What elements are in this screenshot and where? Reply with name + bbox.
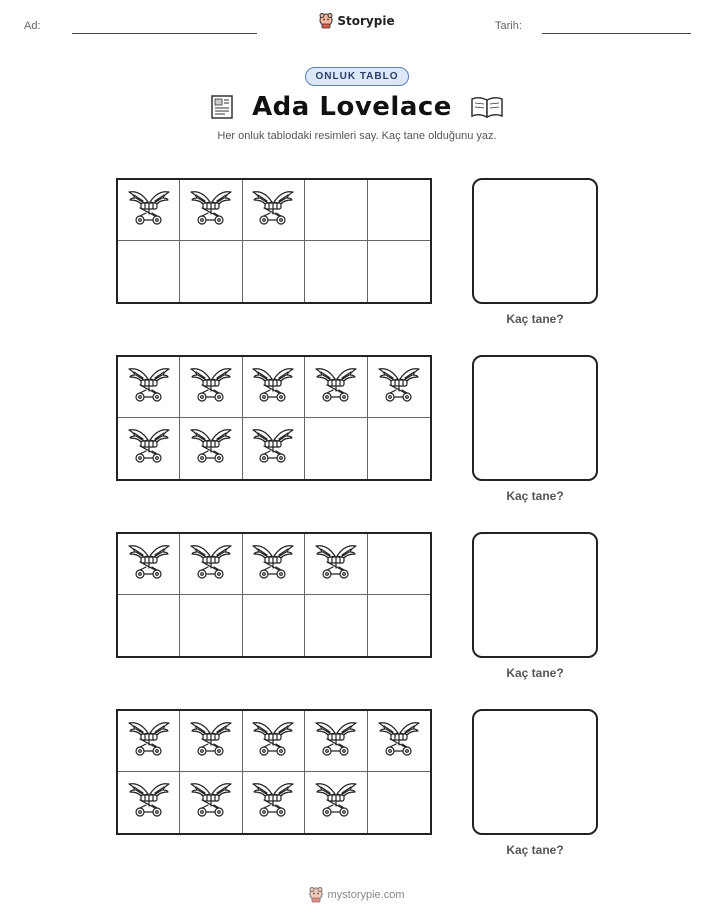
- ten-frame-cell: [368, 357, 430, 418]
- answer-box[interactable]: [472, 709, 598, 835]
- winged-flying-machine-icon: [250, 717, 296, 766]
- winged-flying-machine-icon: [126, 717, 172, 766]
- winged-flying-machine-icon: [126, 424, 172, 473]
- answer-prompt: Kaç tane?: [506, 312, 564, 326]
- winged-flying-machine-icon: [188, 363, 234, 412]
- winged-flying-machine-icon: [188, 778, 234, 827]
- ten-frame-cell: [368, 418, 430, 479]
- ten-frame-cell: [118, 418, 180, 479]
- ten-frame-cell: [305, 595, 367, 656]
- ten-frame-cell: [243, 357, 305, 418]
- ten-frame-cell: [118, 595, 180, 656]
- ten-frame-cell: [243, 534, 305, 595]
- winged-flying-machine-icon: [188, 186, 234, 235]
- ten-frame-cell: [180, 357, 242, 418]
- ten-frame-cell: [180, 418, 242, 479]
- ten-frame-cell: [243, 241, 305, 302]
- instructions: Her onluk tablodaki resimleri say. Kaç tane olduğunu yaz.: [217, 130, 497, 142]
- winged-flying-machine-icon: [376, 717, 422, 766]
- ten-frame-cell: [368, 711, 430, 772]
- ten-frame-cell: [368, 534, 430, 595]
- ten-frame-cell: [118, 180, 180, 241]
- ten-frame-cell: [118, 711, 180, 772]
- winged-flying-machine-icon: [126, 540, 172, 589]
- name-line[interactable]: [72, 33, 257, 34]
- ten-frame-cell: [118, 241, 180, 302]
- ten-frame-cell: [180, 241, 242, 302]
- ten-frame-cell: [243, 180, 305, 241]
- worksheet-type-badge: ONLUK TABLO: [305, 67, 408, 86]
- open-book-icon: [470, 95, 504, 119]
- brand-logo: [0, 13, 714, 29]
- brand-name: Storypie: [337, 14, 395, 28]
- winged-flying-machine-icon: [250, 424, 296, 473]
- ten-frame-cell: [118, 357, 180, 418]
- winged-flying-machine-icon: [126, 778, 172, 827]
- ten-frame-cell: [180, 711, 242, 772]
- date-line[interactable]: [542, 33, 691, 34]
- footer-url[interactable]: mystorypie.com: [327, 889, 405, 901]
- ten-frame-cell: [368, 241, 430, 302]
- ten-frame-cell: [180, 595, 242, 656]
- footer: [0, 887, 714, 903]
- ten-frame: [116, 709, 432, 835]
- ten-frame-cell: [368, 595, 430, 656]
- winged-flying-machine-icon: [313, 363, 359, 412]
- ten-frame-cell: [118, 772, 180, 833]
- answer-box[interactable]: [472, 178, 598, 304]
- answer-prompt: Kaç tane?: [506, 489, 564, 503]
- answer-box[interactable]: [472, 532, 598, 658]
- ten-frame-cell: [243, 595, 305, 656]
- ten-frame-cell: [180, 772, 242, 833]
- winged-flying-machine-icon: [126, 363, 172, 412]
- ten-frame-cell: [305, 180, 367, 241]
- ten-frame-cell: [305, 418, 367, 479]
- ten-frame-cell: [243, 711, 305, 772]
- ten-frame-cell: [305, 711, 367, 772]
- winged-flying-machine-icon: [250, 540, 296, 589]
- winged-flying-machine-icon: [250, 363, 296, 412]
- winged-flying-machine-icon: [313, 717, 359, 766]
- ten-frame-cell: [243, 772, 305, 833]
- ten-frame-cell: [305, 772, 367, 833]
- ten-frame: [116, 178, 432, 304]
- winged-flying-machine-icon: [126, 186, 172, 235]
- ten-frame: [116, 532, 432, 658]
- storypie-mascot-icon: [309, 887, 323, 903]
- date-label: Tarih:: [495, 20, 522, 32]
- winged-flying-machine-icon: [250, 778, 296, 827]
- winged-flying-machine-icon: [313, 540, 359, 589]
- winged-flying-machine-icon: [188, 717, 234, 766]
- answer-prompt: Kaç tane?: [506, 666, 564, 680]
- page-title: Ada Lovelace: [252, 92, 452, 122]
- winged-flying-machine-icon: [376, 363, 422, 412]
- winged-flying-machine-icon: [313, 778, 359, 827]
- ten-frame-cell: [305, 534, 367, 595]
- name-label: Ad:: [24, 20, 41, 32]
- winged-flying-machine-icon: [188, 424, 234, 473]
- answer-box[interactable]: [472, 355, 598, 481]
- ten-frame-cell: [180, 180, 242, 241]
- ten-frame: [116, 355, 432, 481]
- ten-frame-cell: [305, 357, 367, 418]
- ten-frame-cell: [305, 241, 367, 302]
- ten-frame-cell: [243, 418, 305, 479]
- ten-frame-cell: [368, 180, 430, 241]
- storypie-mascot-icon: [319, 13, 333, 29]
- answer-prompt: Kaç tane?: [506, 843, 564, 857]
- winged-flying-machine-icon: [188, 540, 234, 589]
- ten-frame-cell: [368, 772, 430, 833]
- ten-frame-cell: [180, 534, 242, 595]
- ten-frame-cell: [118, 534, 180, 595]
- winged-flying-machine-icon: [250, 186, 296, 235]
- newspaper-icon: [210, 94, 234, 120]
